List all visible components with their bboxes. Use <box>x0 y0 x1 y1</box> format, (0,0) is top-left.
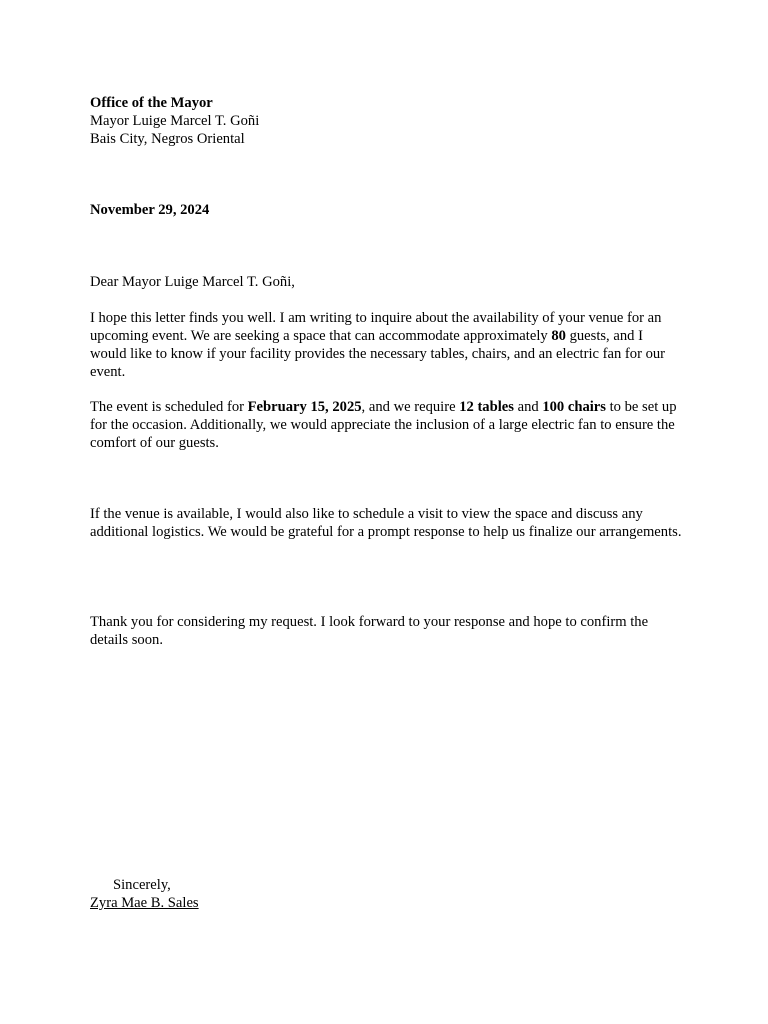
paragraph-2-part-3: and <box>513 399 543 415</box>
paragraph-4 <box>90 613 682 649</box>
paragraph-2-part-1: The event is scheduled for <box>90 399 248 415</box>
chairs-count: 100 chairs <box>542 399 606 415</box>
paragraph-2-part-4: to be set up for the occasion. Additionally, we would appreciate the inclusion of a large electric fan to ensure the comfort of our guests. <box>90 399 677 451</box>
paragraph-1 <box>90 309 682 381</box>
letter-date: November 29, 2024 <box>90 202 210 218</box>
sender-block <box>90 94 682 148</box>
salutation: Dear Mayor Luige Marcel T. Goñi, <box>90 274 295 290</box>
closing: Sincerely, <box>113 877 171 893</box>
paragraph-1-part-1: I hope this letter finds you well. I am writing to inquire about the availability of your venue for an upcoming event. We are seeking a space that can accommodate approximately <box>90 310 662 344</box>
event-date: February 15, 2025 <box>247 399 362 415</box>
salutation-block <box>90 273 682 291</box>
signature-name: Zyra Mae B. Sales <box>90 895 199 911</box>
paragraph-2-part-2: , and we require <box>361 399 460 415</box>
sender-office: Office of the Mayor <box>90 95 213 111</box>
closing-block <box>90 876 682 912</box>
sender-location: Bais City, Negros Oriental <box>90 131 245 147</box>
paragraph-3 <box>90 505 682 541</box>
paragraph-1-text <box>90 309 682 381</box>
sender-name: Mayor Luige Marcel T. Goñi <box>90 113 260 129</box>
paragraph-4-text: Thank you for considering my request. I look forward to your response and hope to confirm the details soon. <box>90 614 649 648</box>
tables-count: 12 tables <box>459 399 514 415</box>
paragraph-2-text <box>90 398 682 452</box>
guests-count: 80 <box>551 328 566 344</box>
paragraph-2 <box>90 398 682 452</box>
paragraph-3-text: If the venue is available, I would also like to schedule a visit to view the space and discuss any additional logistics. We would be grateful for a prompt response to help us finalize our arrangements. <box>90 506 682 540</box>
paragraph-1-part-2: guests, and I would like to know if your facility provides the necessary tables, chairs, and an electric fan for our event. <box>90 328 666 380</box>
date-block <box>90 201 682 219</box>
